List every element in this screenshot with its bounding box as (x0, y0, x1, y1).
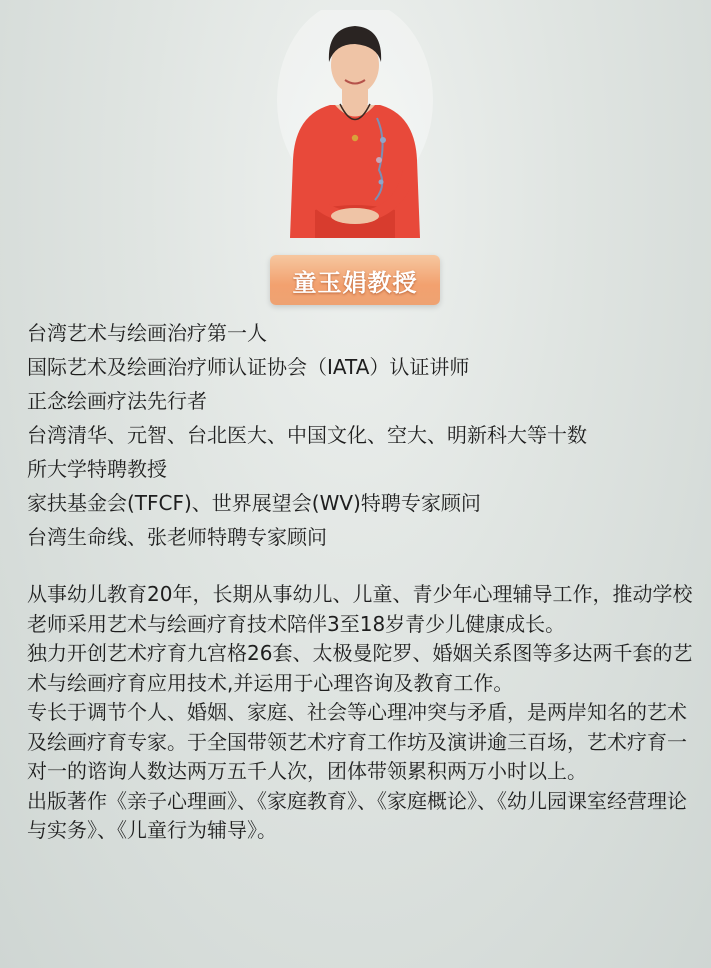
credential-line: 家扶基金会(TFCF)、世界展望会(WV)特聘专家顾问 (27, 491, 481, 515)
professor-name: 童玉娟教授 (292, 268, 418, 297)
bio-paragraph: 从事幼儿教育20年，长期从事幼儿、儿童、青少年心理辅导工作，推动学校老师采用艺术与绘画疗育技术陪伴3至18岁青少儿健康成长。 (27, 582, 693, 636)
credential-line: 台湾清华、元智、台北医大、中国文化、空大、明新科大等十数 (27, 423, 587, 447)
bio-paragraph: 专长于调节个人、婚姻、家庭、社会等心理冲突与矛盾，是两岸知名的艺术及绘画疗育专家。于全国带领艺术疗育工作坊及演讲逾三百场，艺术疗育一对一的谘询人数达两万五千人次，团体带领累积两万小时以上。 (27, 700, 687, 783)
bio-paragraph: 出版著作《亲子心理画》、《家庭教育》、《家庭概论》、《幼儿园课室经营理论与实务》、《儿童行为辅导》。 (27, 788, 687, 842)
bio-paragraph: 独力开创艺术疗育九宫格26套、太极曼陀罗、婚姻关系图等多达两千套的艺术与绘画疗育应用技术,并运用于心理咨询及教育工作。 (27, 641, 693, 695)
biography (27, 580, 697, 846)
credentials-list (27, 316, 697, 554)
credential-line: 台湾生命线、张老师特聘专家顾问 (27, 525, 327, 549)
credential-line: 所大学特聘教授 (27, 457, 167, 481)
name-badge (270, 255, 440, 305)
professor-portrait (275, 10, 435, 250)
credential-line: 国际艺术及绘画治疗师认证协会（IATA）认证讲师 (27, 355, 470, 379)
credential-line: 正念绘画疗法先行者 (27, 389, 207, 413)
credential-line: 台湾艺术与绘画治疗第一人 (27, 321, 267, 345)
